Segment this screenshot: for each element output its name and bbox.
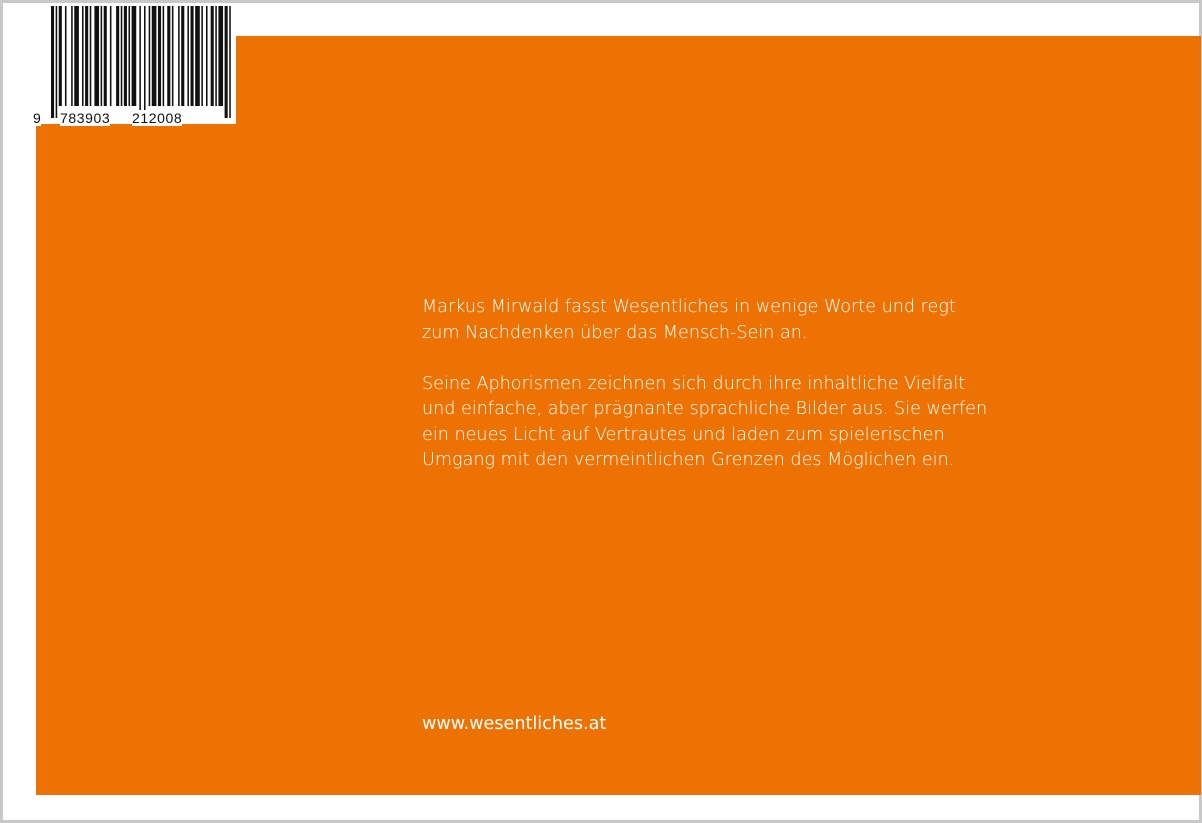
blurb-line: Seine Aphorismen zeichnen sich durch ihre inhaltliche Vielfalt: [422, 373, 966, 394]
barcode-bar: [85, 6, 88, 106]
blurb-paragraph-1: [422, 295, 1042, 346]
isbn-left-group: 783903: [60, 110, 111, 126]
barcode-bars: [6, 6, 236, 124]
blurb-line: Markus Mirwald fasst Wesentliches in wenige Worte und regt: [422, 297, 956, 317]
barcode-bar: [51, 6, 54, 118]
isbn-prefix-digit: 9: [33, 110, 42, 126]
barcode-bar: [90, 6, 92, 106]
barcode-bar: [172, 6, 174, 106]
barcode-bar: [121, 6, 123, 106]
barcode-bar: [129, 6, 131, 106]
barcode-bar: [206, 6, 208, 106]
isbn-barcode: [6, 6, 236, 124]
orange-cover-panel: [36, 36, 1201, 795]
blurb-line: Umgang mit den vermeintlichen Grenzen des Möglichen ein.: [422, 450, 955, 470]
barcode-bar: [132, 6, 137, 106]
barcode-bar: [167, 6, 170, 106]
website-url: www.wesentliches.at: [422, 714, 607, 734]
barcode-bar: [82, 6, 84, 106]
barcode-bar: [101, 6, 103, 106]
barcode-bar: [152, 6, 157, 106]
barcode-bar: [110, 6, 112, 106]
barcode-bar: [158, 6, 161, 106]
blurb-line: zum Nachdenken über das Mensch-Sein an.: [422, 322, 808, 343]
barcode-bar: [124, 6, 127, 106]
barcode-bar: [201, 6, 203, 106]
barcode-bar: [74, 6, 79, 106]
barcode-bar: [149, 6, 151, 106]
barcode-bar: [71, 6, 73, 106]
barcode-bar: [59, 6, 62, 106]
barcode-bar: [139, 6, 141, 118]
barcode-bar: [104, 6, 107, 106]
barcode-bar: [181, 6, 184, 106]
barcode-bar: [65, 6, 67, 106]
isbn-right-group: 212008: [132, 110, 183, 126]
barcode-bar: [56, 6, 58, 118]
barcode-bar: [191, 6, 194, 106]
barcode-bar: [94, 6, 99, 106]
barcode-bar: [195, 6, 200, 106]
blurb-line: ein neues Licht auf Vertrautes und laden zum spielerischen: [422, 424, 945, 445]
blurb-text: [422, 295, 1042, 499]
barcode-bar: [116, 6, 119, 106]
barcode-bar: [215, 6, 217, 106]
blurb-line: und einfache, aber prägnante sprachliche Bilder aus. Sie werfen: [422, 399, 988, 419]
barcode-bar: [225, 6, 228, 118]
barcode-bar: [178, 6, 180, 106]
barcode-bar: [218, 6, 223, 106]
barcode-bar: [229, 6, 231, 118]
barcode-bar: [187, 6, 189, 106]
barcode-bar: [211, 6, 214, 106]
barcode-bar: [163, 6, 165, 106]
blurb-paragraph-2: [422, 372, 1042, 474]
barcode-bar: [144, 6, 146, 118]
